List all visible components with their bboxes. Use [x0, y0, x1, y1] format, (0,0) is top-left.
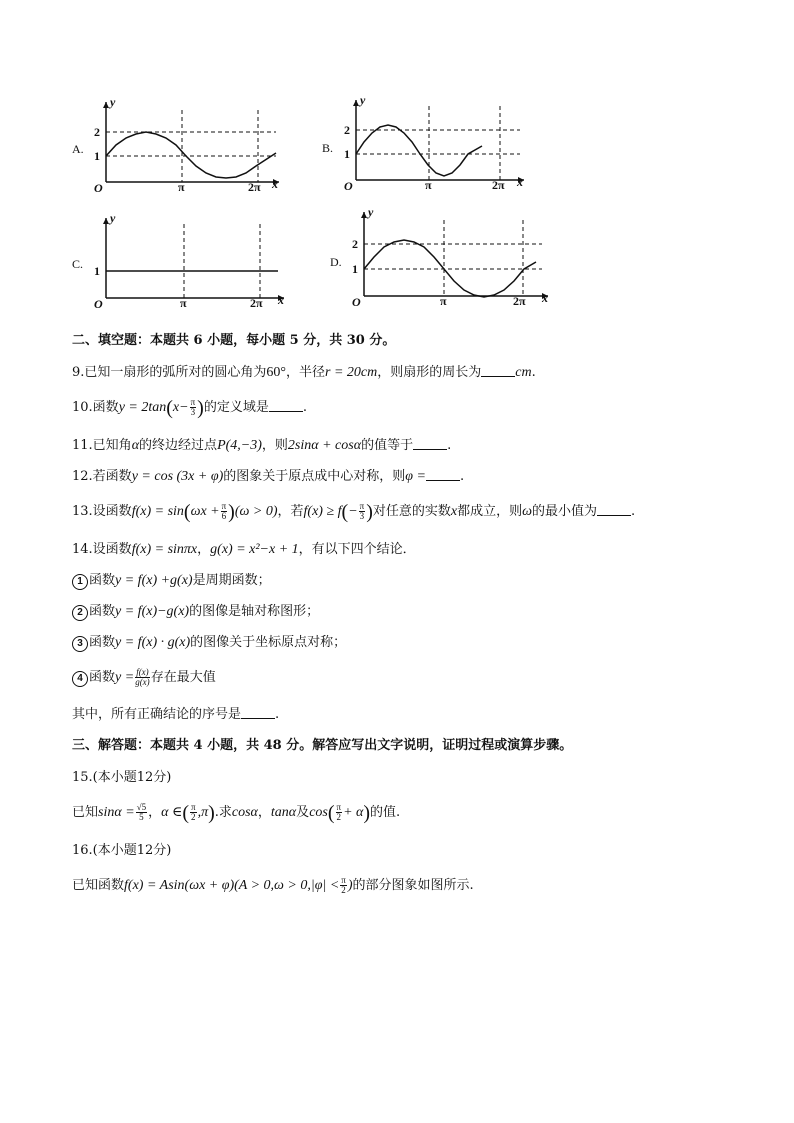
svg-text:1: 1: [344, 147, 350, 161]
svg-text:π: π: [440, 294, 447, 308]
graph-option-b: [322, 93, 532, 194]
q16-title: 16.(本小题12分): [72, 843, 172, 858]
graph-option-d: [330, 205, 555, 312]
svg-text:O: O: [352, 295, 361, 309]
svg-text:x: x: [272, 177, 278, 191]
answer-blank[interactable]: [269, 399, 303, 412]
graph-d-label: D.: [330, 255, 342, 269]
svg-text:2π: 2π: [492, 178, 505, 192]
svg-text:2π: 2π: [513, 294, 526, 308]
svg-text:2π: 2π: [250, 296, 263, 310]
svg-text:x: x: [517, 175, 523, 189]
section-3-header: 三、解答题：本题共 4 小题，共 48 分。解答应写出文字说明，证明过程或演算步骤。: [72, 738, 573, 753]
question-9: 9.已知一扇形的弧所对的圆心角为60°，半径r = 20cm，则扇形的周长为 cm.: [72, 365, 536, 380]
svg-text:2: 2: [344, 123, 350, 137]
graph-a-label: A.: [72, 142, 84, 156]
svg-text:1: 1: [94, 149, 100, 163]
q14-answer: 其中，所有正确结论的序号是 .: [72, 707, 280, 722]
answer-blank[interactable]: [413, 437, 447, 450]
answer-blank[interactable]: [241, 706, 275, 719]
svg-text:y: y: [110, 95, 116, 109]
svg-text:π: π: [425, 178, 432, 192]
q14-conclusion-3: 3 函数y = f(x) · g(x)的图像关于坐标原点对称；: [72, 633, 346, 653]
svg-text:O: O: [344, 179, 353, 193]
svg-text:1: 1: [352, 262, 358, 276]
answer-blank[interactable]: [597, 503, 631, 516]
svg-text:O: O: [94, 297, 103, 311]
section-2-header: 二、填空题：本题共 6 小题，每小题 5 分，共 30 分。: [72, 333, 396, 348]
graph-b-curve: [356, 125, 482, 176]
svg-text:2: 2: [352, 237, 358, 251]
graph-a-curve: [106, 132, 276, 178]
q14-conclusion-1: 1 函数y = f(x) +g(x)是周期函数；: [72, 571, 271, 591]
question-13: 13.设函数f(x) = sin(ωx + $\frac{\pi}{6}$ )(ω > 0)，若f(x) ≥ f(− $\frac{\pi}{3}$ )对任意的实数x都成立，则ω的最小值为 .: [72, 501, 636, 523]
graph-option-a: [72, 95, 287, 195]
svg-text:1: 1: [94, 264, 100, 278]
q14-conclusion-2: 2 函数y = f(x)−g(x)的图像是轴对称图形；: [72, 602, 319, 622]
svg-text:π: π: [178, 180, 185, 194]
svg-text:y: y: [368, 205, 374, 219]
svg-text:2: 2: [94, 125, 100, 139]
q14-conclusion-4: 4 函数y = $\frac{f(x)}{g(x)}$ 存在最大值: [72, 668, 216, 688]
svg-text:y: y: [110, 211, 116, 225]
svg-text:2π: 2π: [248, 180, 261, 194]
answer-blank[interactable]: [481, 364, 515, 377]
question-10: 10.函数y = 2tan(x− $\frac{\pi}{3}$ )的定义域是 .: [72, 397, 307, 419]
q15-title: 15.(本小题12分): [72, 770, 172, 785]
svg-text:π: π: [180, 296, 187, 310]
question-11: 11.已知角α的终边经过点P(4,−3)，则2sinα + cosα的值等于 .: [72, 438, 452, 453]
graph-c-label: C.: [72, 257, 84, 271]
svg-text:x: x: [542, 291, 548, 305]
svg-text:y: y: [360, 93, 366, 107]
question-14: 14.设函数f(x) = sinπx，g(x) = x²−x + 1，有以下四个结论．: [72, 542, 416, 557]
question-16: 已知函数f(x) = Asin(ωx + φ)(A > 0,ω > 0,|φ| < $\frac{\pi}{2}$ )的部分图象如图所示.: [72, 875, 474, 895]
answer-blank[interactable]: [426, 468, 460, 481]
graph-option-c: [72, 211, 290, 312]
svg-text:x: x: [278, 293, 284, 307]
graph-b-label: B.: [322, 141, 334, 155]
svg-text:O: O: [94, 181, 103, 195]
question-12: 12.若函数y = cos (3x + φ)的图象关于原点成中心对称，则φ = .: [72, 469, 465, 484]
question-15: 已知sinα = $\frac{√5}{5}$ ，α ∈( $\frac{\pi}{2}$ ,π).求cosα，tanα及cos( $\frac{\pi}{2}$ + α)的值.: [72, 802, 401, 824]
